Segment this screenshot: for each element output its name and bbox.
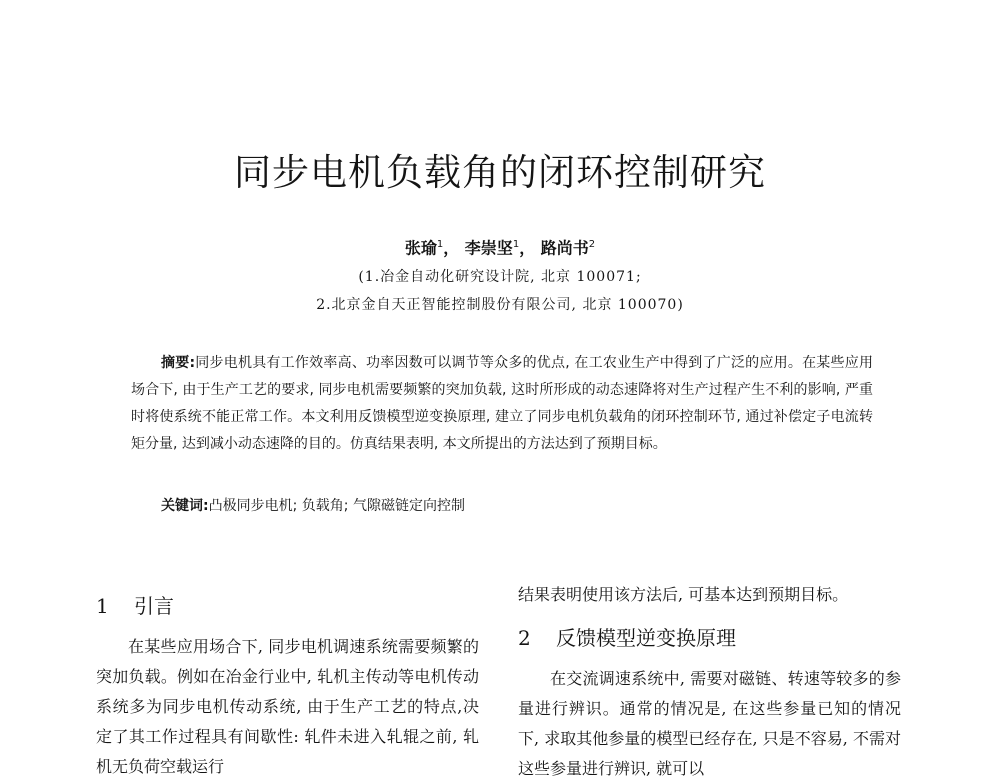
keywords [161, 494, 861, 518]
author-affiliation-mark: 2 [588, 239, 596, 250]
abstract-text: 同步电机具有工作效率高、功率因数可以调节等众多的优点, 在工农业生产中得到了广泛的应用。在某些应用场合下, 由于生产工艺的要求, 同步电机需要频繁的突加负载, 这时所形成的动态速降将对生产过程产生不利的影响, 严重时将使系统不能正常工作。本文利用反馈模型逆变换原理, 建立了同步电机负载角的闭环控制环节, 通过补偿定子电流转矩分量, 达到减小动态速降的目的。仿真结果表明, 本文所提出的方法达到了预期目标。 [131, 355, 873, 452]
keywords-label: 关键词: [161, 498, 209, 514]
author-name: 李崇坚 [464, 238, 513, 258]
body-paragraph: 在某些应用场合下, 同步电机调速系统需要频繁的突加负载。例如在冶金行业中, 轧机主传动等电机传动系统多为同步电机传动系统, 由于生产工艺的特点,决定了其工作过程具有间歇性: 轧件未进入轧辊之前, 轧机无负荷空载运行 [96, 637, 479, 776]
section-heading [518, 622, 901, 654]
body-paragraph: 在交流调速系统中, 需要对磁链、转速等较多的参量进行辨识。通常的情况是, 在这些参量已知的情况下, 求取其他参量的模型已经存在, 只是不容易, 不需对这些参量进行辨识, 就可以 [518, 669, 901, 778]
section-number: 1 [96, 594, 109, 618]
body-paragraph-continuation: 结果表明使用该方法后, 可基本达到预期目标。 [518, 585, 849, 604]
affiliation-line: (1.冶金自动化研究设计院, 北京 100071; [358, 269, 642, 285]
author-name: 张瑜 [404, 238, 437, 258]
author-affiliation-mark: 1 [512, 239, 520, 250]
affiliation-line: 2.北京金自天正智能控制股份有限公司, 北京 100070) [316, 297, 684, 313]
author-separator: ， [443, 238, 460, 258]
author-affiliation-mark: 1 [436, 239, 444, 250]
left-column [96, 590, 479, 782]
right-column [518, 580, 901, 784]
section-number: 2 [518, 626, 531, 650]
section-title: 引言 [134, 594, 174, 618]
author-name: 路尚书 [540, 238, 589, 258]
section-heading [96, 590, 479, 622]
keywords-text: 凸极同步电机; 负载角; 气隙磁链定向控制 [208, 498, 465, 514]
author-list [0, 234, 1000, 259]
abstract [131, 350, 873, 458]
abstract-label: 摘要: [161, 355, 196, 371]
author-separator: ， [519, 238, 536, 258]
paper-title: 同步电机负载角的闭环控制研究 [234, 151, 766, 194]
section-title: 反馈模型逆变换原理 [556, 626, 736, 650]
